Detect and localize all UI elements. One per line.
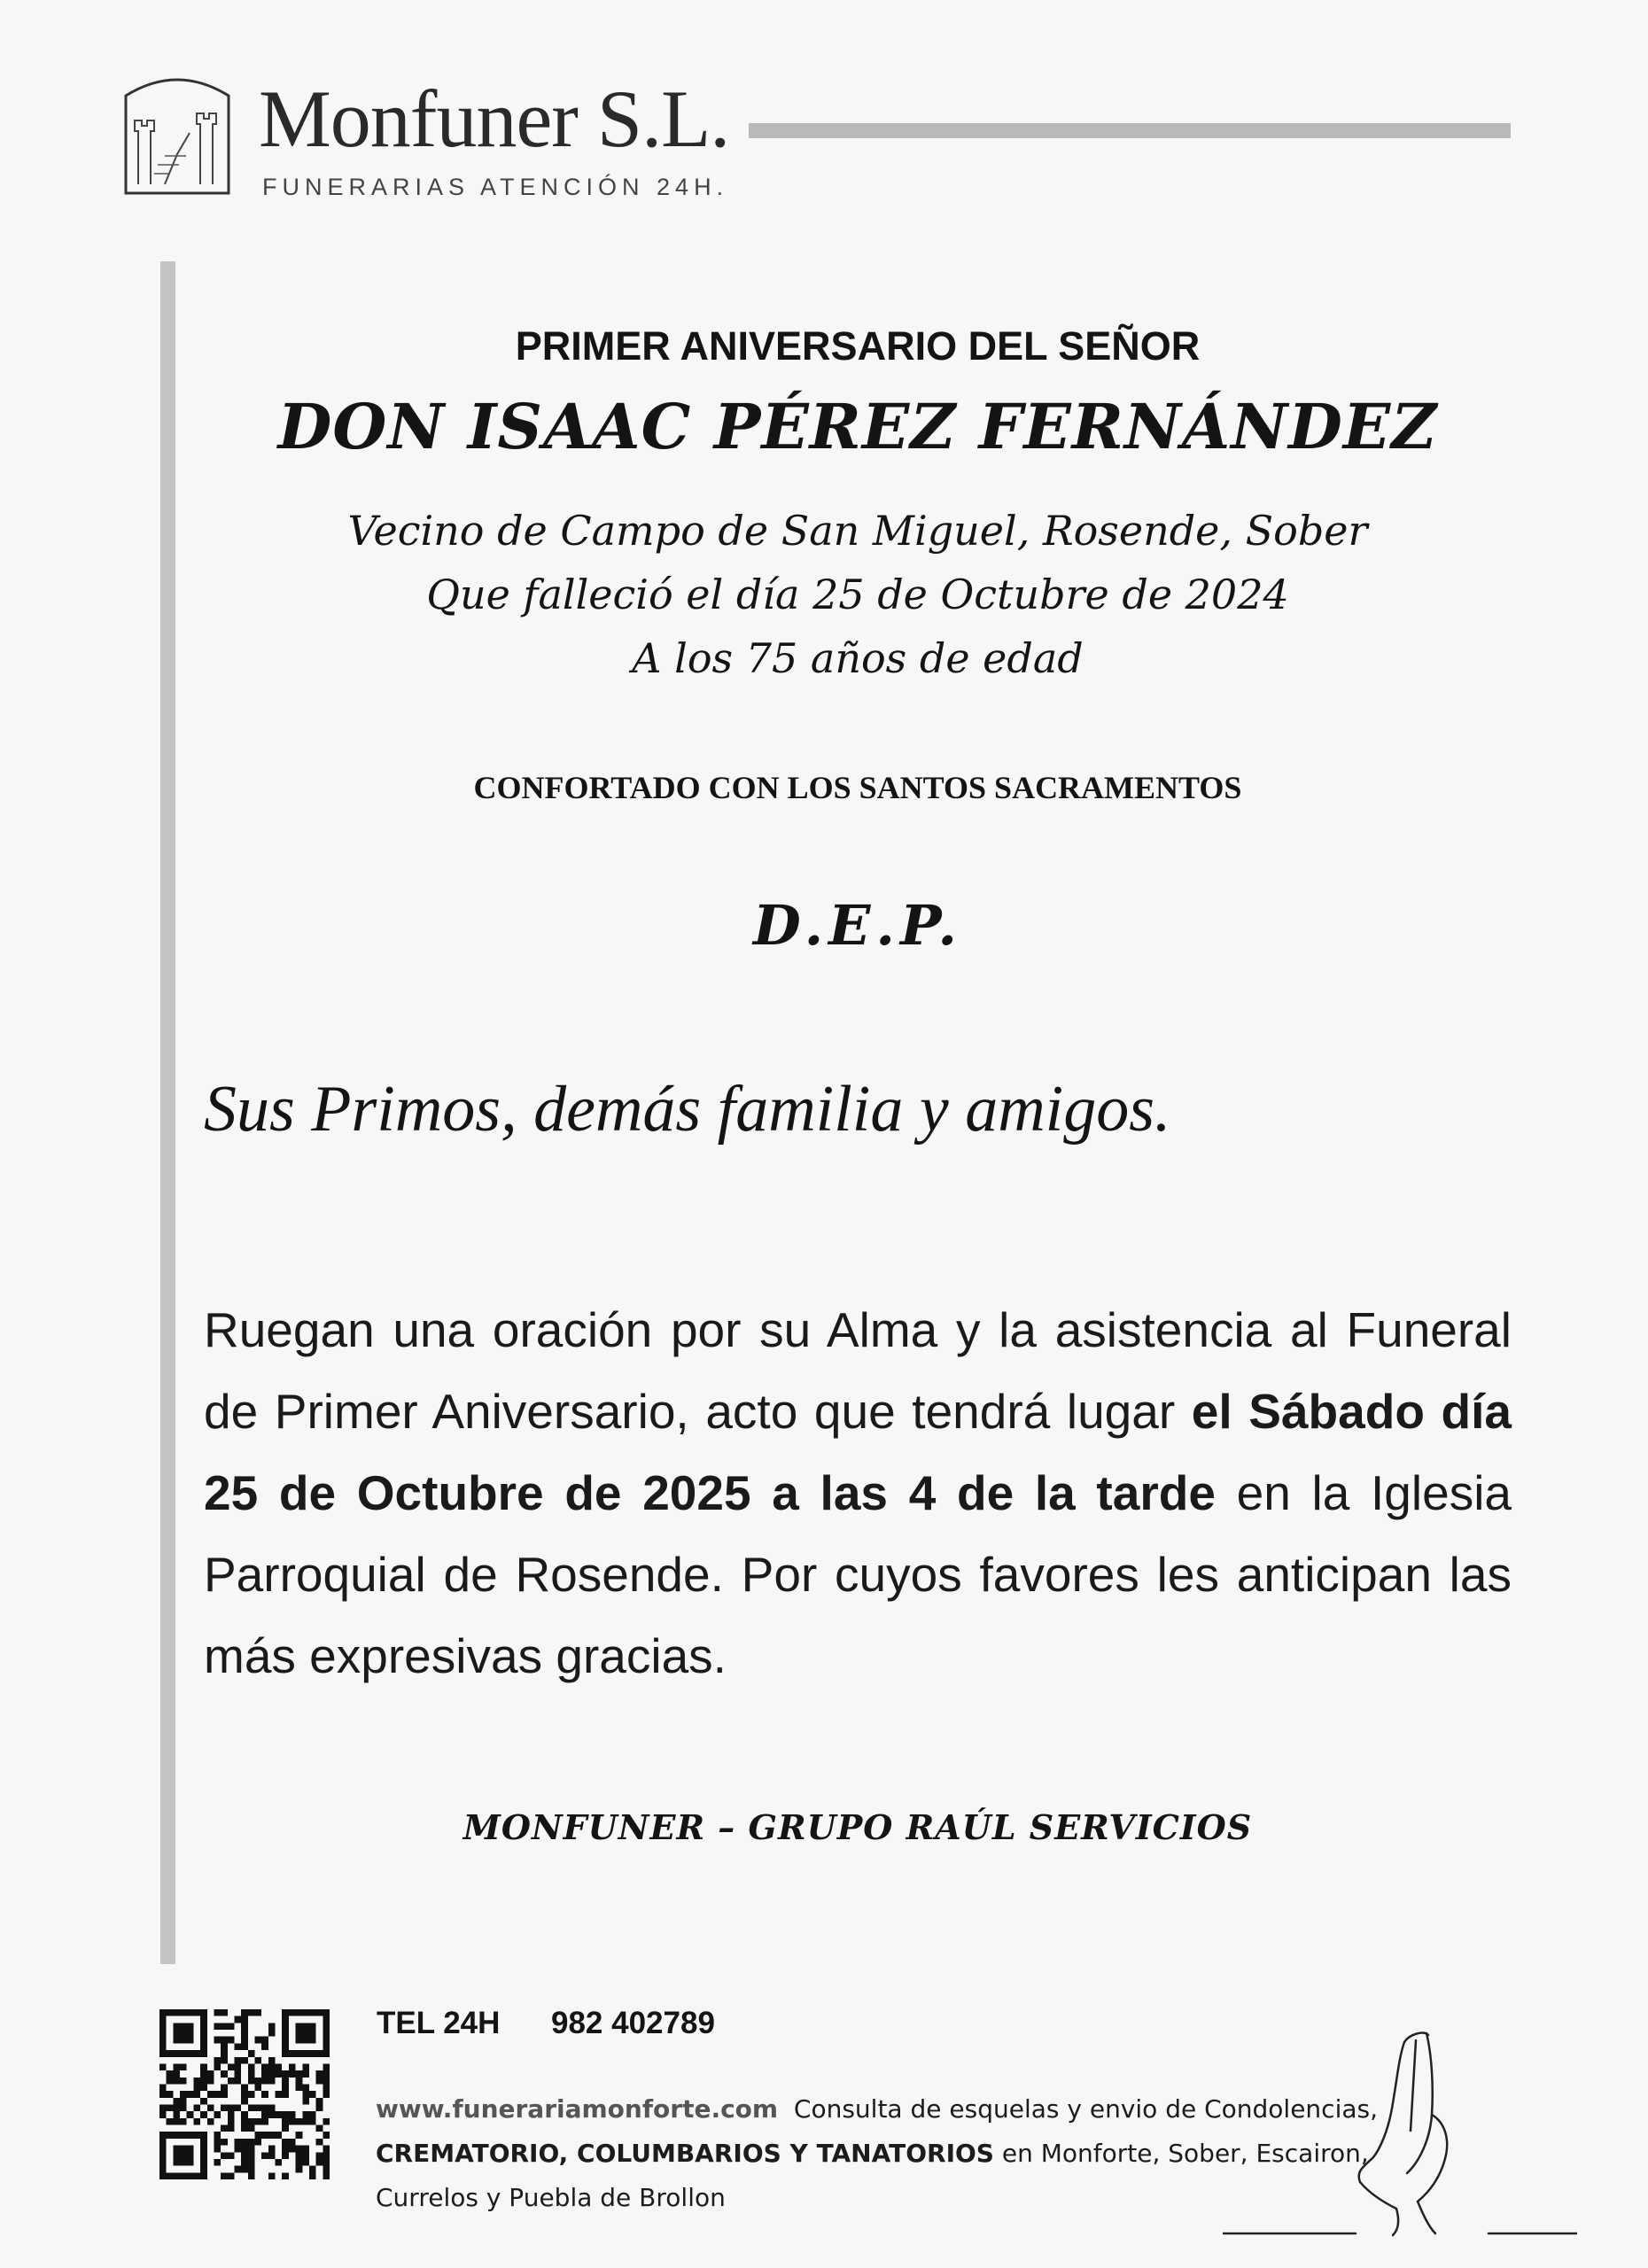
deceased-name: DON ISAAC PÉREZ FERNÁNDEZ [277,390,1438,463]
company-name: Monfuner S.L. [259,74,730,164]
invitation-text-start: Ruegan una oración por su Alma y la asistencia al Funeral de Primer Aniversario, acto que tendrá lugar [204,1302,1512,1439]
website-link[interactable]: www.funerariamonforte.com [376,2094,779,2124]
funeral-home-signature: MONFUNER – GRUPO RAÚL SERVICIOS [463,1807,1253,1847]
family-line: Sus Primos, demás familia y amigos. [204,1073,1171,1146]
castle-logo-icon [115,69,239,198]
age-line: A los 75 años de edad [632,634,1084,682]
header-divider [749,123,1511,138]
company-tagline: FUNERARIAS ATENCIÓN 24H. [262,174,729,200]
left-decorative-bar [160,261,175,1964]
funeral-invitation-text [204,1289,1512,1697]
footer-text-2: en Monforte, Sober, Escairon, Currelos y Puebla de Brollon [376,2139,1369,2212]
date-of-death-line: Que falleció el día 25 de Octubre de 2024 [426,571,1289,618]
residence-line: Vecino de Campo de San Miguel, Rosende, Sober [347,507,1368,555]
notice-heading: PRIMER ANIVERSARIO DEL SEÑOR [515,323,1201,369]
services-list: CREMATORIO, COLUMBARIOS Y TANATORIOS [376,2139,994,2168]
footer-text-1: Consulta de esquelas y envio de Condolencias, [793,2094,1378,2124]
sacraments-line: CONFORTADO CON LOS SANTOS SACRAMENTOS [473,770,1242,805]
rip-abbreviation: D.E.P. [753,893,962,958]
praying-hands-icon [1223,2016,1577,2237]
funeral-date-time: el Sábado día 25 de Octubre de 2025 a las 4 de la tarde [204,1384,1512,1520]
phone-label: TEL 24H [377,2006,501,2040]
phone-number: 982 402789 [551,2006,715,2040]
qr-code-icon [159,2009,330,2179]
invitation-text-end: en la Iglesia Parroquial de Rosende. Por cuyos favores les anticipan las más expresivas gracias. [204,1465,1512,1683]
